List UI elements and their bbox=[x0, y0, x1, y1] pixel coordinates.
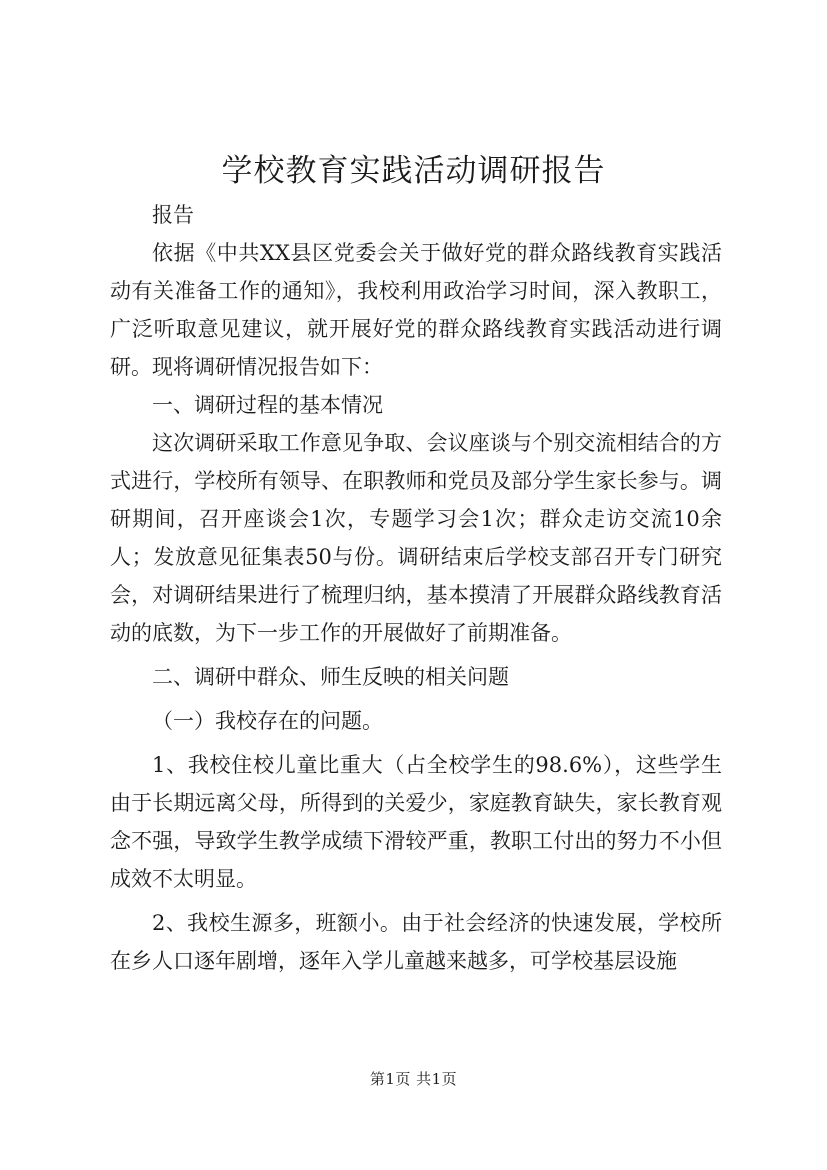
page-number-footer: 第1页 共1页 bbox=[369, 1070, 458, 1088]
paragraph-survey-process: 这次调研采取工作意见争取、会议座谈与个别交流相结合的方式进行，学校所有领导、在职教师和党员及部分学生家长参与。调研期间，召开座谈会1次，专题学习会1次；群众走访交流10余人；发放意见征集表50与份。调研结束后学校支部召开专门研究会，对调研结果进行了梳理归纳，基本摸清了开展群众路线教育活动的底数，为下一步工作的开展做好了前期准备。 bbox=[110, 431, 722, 645]
section-heading-1: 一、调研过程的基本情况 bbox=[152, 393, 383, 417]
paragraph-report-label: 报告 bbox=[152, 203, 194, 227]
section-heading-2: 二、调研中群众、师生反映的相关问题 bbox=[152, 665, 509, 689]
paragraph-intro: 依据《中共XX县区党委会关于做好党的群众路线教育实践活动有关准备工作的通知》，我校利用政治学习时间，深入教职工，广泛听取意见建议，就开展好党的群众路线教育实践活动进行调研。现将调研情况报告如下： bbox=[110, 241, 722, 379]
paragraph-issue-2: 2、我校生源多，班额小。由于社会经济的快速发展，学校所在乡人口逐年剧增，逐年入学儿童越来越多，可学校基层设施 bbox=[110, 911, 722, 973]
paragraph-issue-1: 1、我校住校儿童比重大（占全校学生的98.6%），这些学生由于长期远离父母，所得到的关爱少，家庭教育缺失，家长教育观念不强，导致学生教学成绩下滑较严重，教职工付出的努力不小但成效不太明显。 bbox=[110, 753, 722, 891]
document-body bbox=[110, 196, 722, 980]
subsection-heading-1: （一）我校存在的问题。 bbox=[152, 709, 383, 733]
document-title: 学校教育实践活动调研报告 bbox=[221, 153, 606, 189]
